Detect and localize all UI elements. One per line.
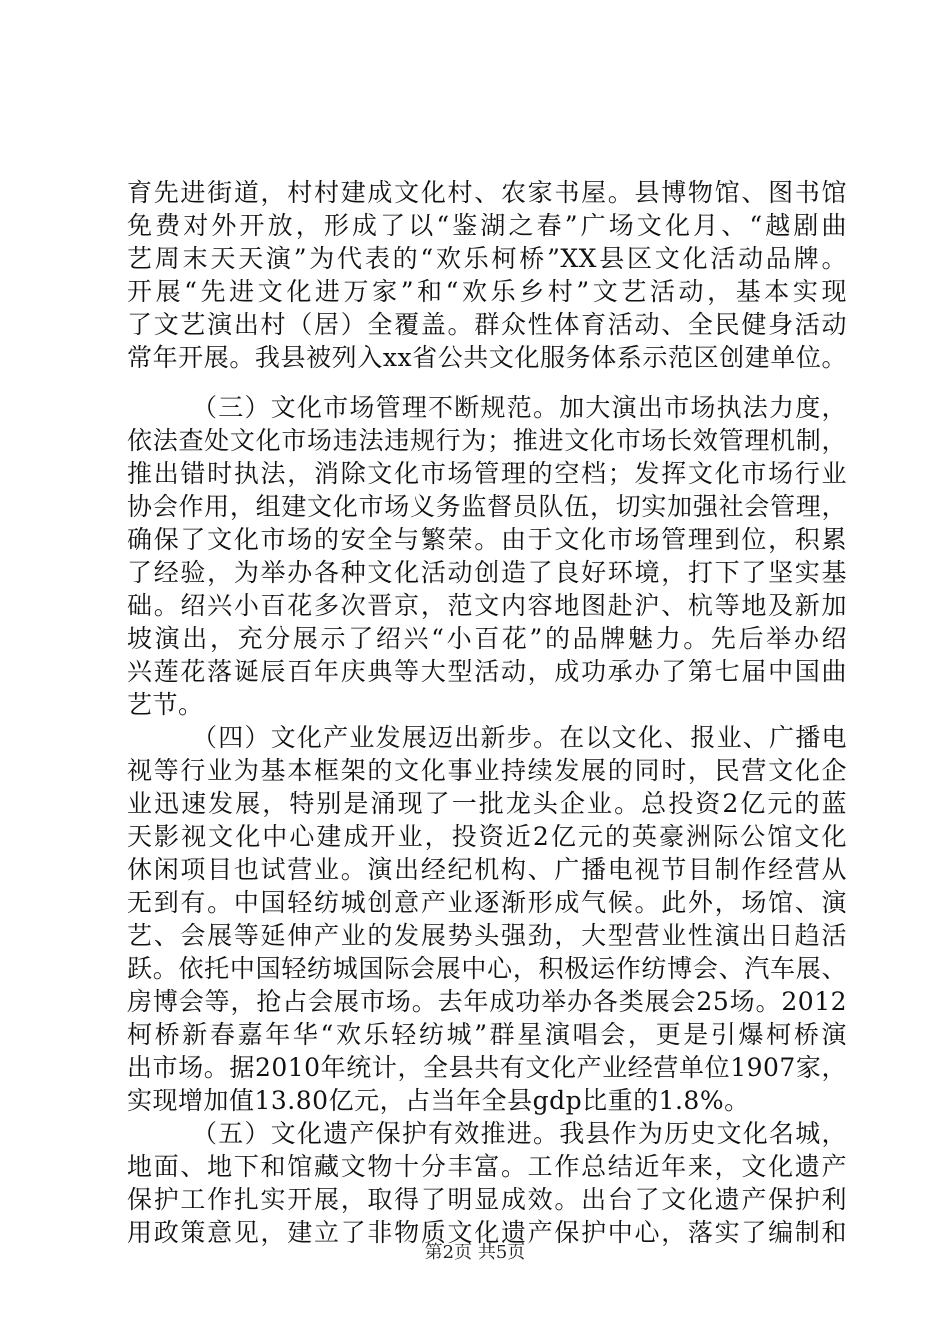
text-line: 兴莲花落诞辰百年庆典等大型活动，成功承办了第七届中国曲 [127, 657, 847, 686]
text-line: 天影视文化中心建成开业，投资近2亿元的英豪洲际公馆文化 [127, 822, 847, 851]
paragraph-last-line: 艺节。 [127, 690, 204, 719]
text-line: 柯桥新春嘉年华“欢乐轻纺城”群星演唱会，更是引爆柯桥演 [127, 1020, 847, 1049]
text-line: 用政策意见，建立了非物质文化遗产保护中心，落实了编制和 [127, 1218, 847, 1247]
text-line: 开展“先进文化进万家”和“欢乐乡村”文艺活动，基本实现 [127, 277, 847, 306]
text-line: 了经验，为举办各种文化活动创造了良好环境，打下了坚实基 [127, 558, 847, 587]
paragraph-last-line: 实现增加值13.80亿元，占当年全县gdp比重的1.8%。 [127, 1086, 750, 1115]
paragraph-first-line: （三）文化市场管理不断规范。加大演出市场执法力度， [192, 393, 847, 422]
text-line: 免费对外开放，形成了以“鉴湖之春”广场文化月、“越剧曲 [127, 211, 847, 240]
paragraph-first-line: （五）文化遗产保护有效推进。我县作为历史文化名城， [192, 1119, 847, 1148]
text-line: 休闲项目也试营业。演出经纪机构、广播电视节目制作经营从 [127, 855, 847, 884]
text-line: 出市场。据2010年统计，全县共有文化产业经营单位1907家， [127, 1053, 847, 1082]
text-line: 地面、地下和馆藏文物十分丰富。工作总结近年来，文化遗产 [127, 1152, 847, 1181]
text-line: 协会作用，组建文化市场义务监督员队伍，切实加强社会管理， [127, 492, 847, 521]
page-number-footer: 第2页 共5页 [424, 1242, 526, 1263]
text-line: 业迅速发展，特别是涌现了一批龙头企业。总投资2亿元的蓝 [127, 789, 847, 818]
text-line: 依法查处文化市场违法违规行为；推进文化市场长效管理机制， [127, 426, 847, 455]
text-line: 艺、会展等延伸产业的发展势头强劲，大型营业性演出日趋活 [127, 921, 847, 950]
text-line: 艺周末天天演”为代表的“欢乐柯桥”XX县区文化活动品牌。 [127, 244, 847, 273]
text-line: 础。绍兴小百花多次晋京，范文内容地图赴沪、杭等地及新加 [127, 591, 847, 620]
text-line: 推出错时执法，消除文化市场管理的空档；发挥文化市场行业 [127, 459, 847, 488]
text-line: 育先进街道，村村建成文化村、农家书屋。县博物馆、图书馆 [127, 178, 847, 207]
text-line: 保护工作扎实开展，取得了明显成效。出台了文化遗产保护利 [127, 1185, 847, 1214]
text-line: 视等行业为基本框架的文化事业持续发展的同时，民营文化企 [127, 756, 847, 785]
paragraph-first-line: （四）文化产业发展迈出新步。在以文化、报业、广播电 [192, 723, 847, 752]
text-line: 无到有。中国轻纺城创意产业逐渐形成气候。此外，场馆、演 [127, 888, 847, 917]
text-line: 确保了文化市场的安全与繁荣。由于文化市场管理到位，积累 [127, 525, 847, 554]
text-line: 了文艺演出村（居）全覆盖。群众性体育活动、全民健身活动 [127, 310, 847, 339]
text-line: 常年开展。我县被列入xx省公共文化服务体系示范区创建单位。 [127, 343, 847, 372]
text-line: 房博会等，抢占会展市场。去年成功举办各类展会25场。2012 [127, 987, 847, 1016]
text-line: 跃。依托中国轻纺城国际会展中心，积极运作纺博会、汽车展、 [127, 954, 847, 983]
text-line: 坡演出，充分展示了绍兴“小百花”的品牌魅力。先后举办绍 [127, 624, 847, 653]
